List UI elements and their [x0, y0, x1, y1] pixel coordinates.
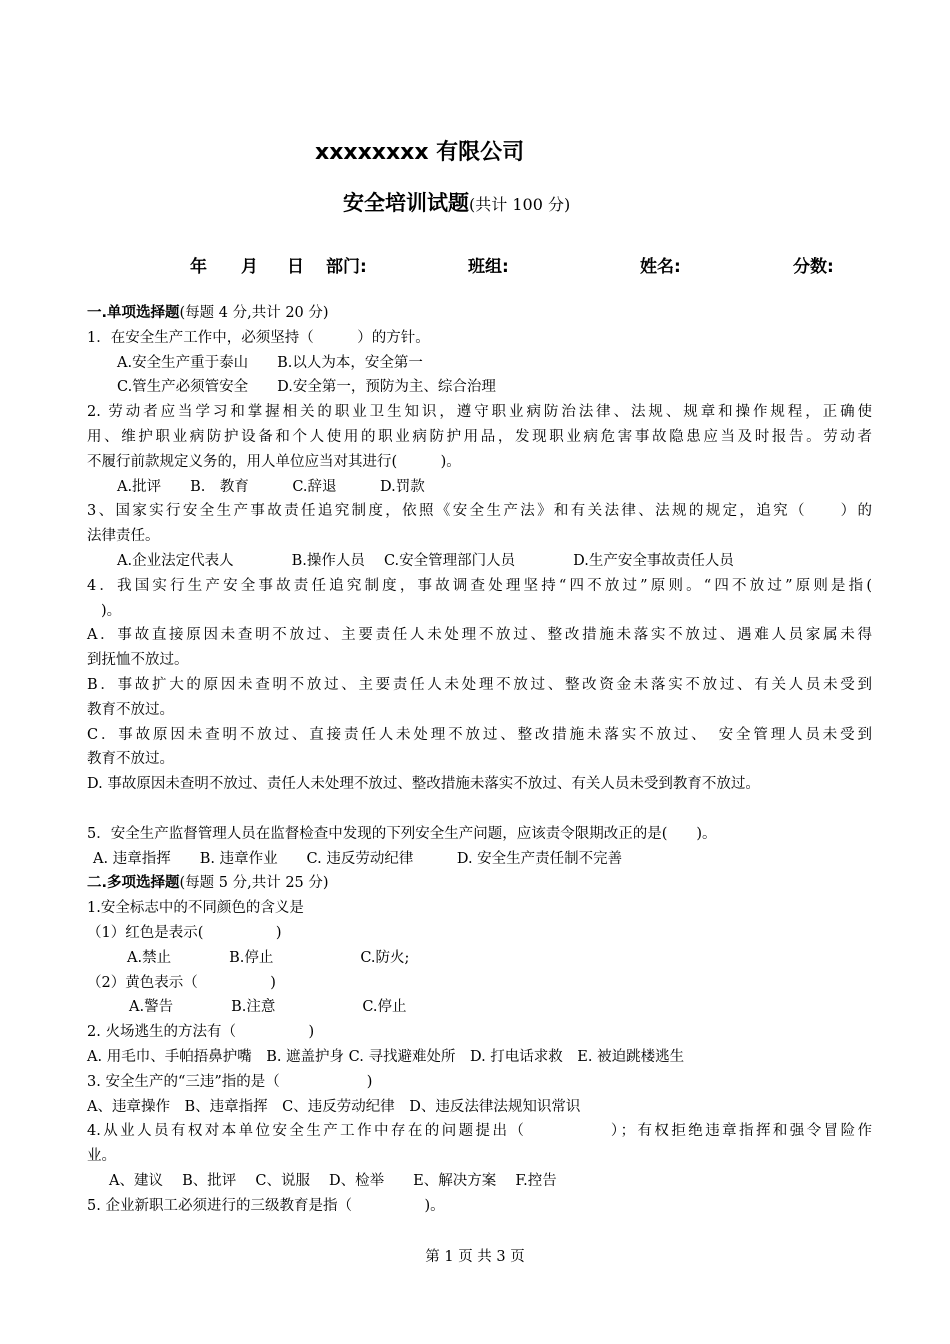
question-options: A.批评 B. 教育 C.辞退 D.罚款	[117, 478, 425, 495]
question-stem: 5. 企业新职工必须进行的三级教育是指（ )。	[87, 1197, 445, 1214]
question-option-a: 到抚恤不放过。	[87, 652, 189, 669]
section2-note: (每题 5 分,共计 25 分)	[179, 875, 329, 892]
company-name: xxxxxxxx 有限公司	[315, 140, 525, 165]
field-score: 分数:	[793, 257, 834, 277]
field-year: 年	[190, 257, 207, 277]
section1-heading: 一.单项选择题	[87, 305, 180, 321]
spacer	[87, 797, 872, 822]
section-heading	[87, 871, 872, 896]
question-options: A.禁止 B.停止 C.防火;	[127, 949, 410, 966]
question-options: A、建议 B、批评 C、说服 D、检举 E、解决方案 F.控告	[109, 1172, 557, 1189]
question-options: A、违章操作 B、违章指挥 C、违反劳动纪律 D、违反法律法规知识常识	[87, 1098, 581, 1115]
section-heading	[87, 301, 872, 326]
field-department: 部门:	[326, 257, 367, 277]
question-option-b: B．事故扩大的原因未查明不放过、主要责任人未处理不放过、整改资金未落实不放过、有关人员未受到	[87, 676, 872, 693]
question-options: A. 用毛巾、手帕捂鼻护嘴 B. 遮盖护身 C. 寻找避难处所 D. 打电话求救 E. 被迫跳楼逃生	[87, 1048, 685, 1065]
question-option-d: D. 事故原因未查明不放过、责任人未处理不放过、整改措施未落实不放过、有关人员未受到教育不放过。	[87, 776, 760, 793]
question-stem: 3. 安全生产的“三违”指的是（ )	[87, 1073, 373, 1090]
question-stem: 1．在安全生产工作中，必须坚持（ ）的方针。	[87, 329, 430, 346]
exam-title-text: 安全培训试题	[343, 191, 469, 215]
question-options: A.企业法定代表人 B.操作人员 C.安全管理部门人员 D.生产安全事故责任人员	[117, 552, 734, 569]
question-substem: （2）黄色表示（ )	[87, 974, 276, 991]
field-month: 月	[241, 257, 258, 277]
question-stem: 1.安全标志中的不同颜色的含义是	[87, 900, 304, 917]
section1-note: (每题 4 分,共计 20 分)	[179, 305, 329, 321]
question-stem: 4.从业人员有权对本单位安全生产工作中存在的问题提出（ ）；有权拒绝违章指挥和强令冒险作	[87, 1123, 872, 1140]
question-stem: 3、国家实行安全生产事故责任追究制度，依照《安全生产法》和有关法律、法规的规定，追究（ ）的	[87, 503, 872, 520]
question-option-c: 教育不放过。	[87, 751, 174, 768]
question-stem: 4．我国实行生产安全事故责任追究制度，事故调查处理坚持“四不放过”原则。“四不放过”原则是指(	[87, 577, 872, 594]
question-options: C.管生产必须管安全 D.安全第一，预防为主、综合治理	[117, 379, 496, 396]
question-stem: 法律责任。	[87, 528, 160, 545]
field-team: 班组:	[468, 257, 509, 277]
question-stem: 业。	[87, 1148, 116, 1165]
exam-content	[87, 301, 872, 1218]
total-points: (共计 100 分)	[469, 195, 571, 214]
question-stem: 5．安全生产监督管理人员在监督检查中发现的下列安全生产问题，应该责令限期改正的是( )。	[87, 825, 717, 842]
field-name: 姓名:	[640, 257, 681, 277]
question-stem: 2. 火场逃生的方法有（ )	[87, 1024, 315, 1041]
question-substem: （1）红色是表示( )	[87, 924, 282, 941]
question-stem: 不履行前款规定义务的，用人单位应当对其进行( )。	[87, 453, 461, 470]
question-option-b: 教育不放过。	[87, 701, 174, 718]
field-day: 日	[287, 257, 304, 277]
question-stem: 2. 劳动者应当学习和掌握相关的职业卫生知识，遵守职业病防治法律、法规、规章和操作规程，正确使	[87, 404, 872, 421]
page-footer: 第 1 页 共 3 页	[425, 1249, 525, 1265]
question-option-c: C．事故原因未查明不放过、直接责任人未处理不放过、整改措施未落实不放过、 安全管理人员未受到	[87, 726, 872, 743]
question-stem: 用、维护职业病防护设备和个人使用的职业病防护用品，发现职业病危害事故隐患应当及时报告。劳动者	[87, 428, 872, 445]
question-options: A.安全生产重于泰山 B.以人为本，安全第一	[117, 354, 423, 371]
question-stem: )。	[101, 602, 122, 619]
question-options: A.警告 B.注意 C.停止	[129, 999, 407, 1016]
section2-heading: 二.多项选择题	[87, 875, 180, 892]
exam-title	[343, 187, 570, 217]
question-option-a: A．事故直接原因未查明不放过、主要责任人未处理不放过、整改措施未落实不放过、遇难人员家属未得	[87, 627, 872, 644]
question-options: A. 违章指挥 B. 违章作业 C. 违反劳动纪律 D. 安全生产责任制不完善	[93, 850, 623, 867]
